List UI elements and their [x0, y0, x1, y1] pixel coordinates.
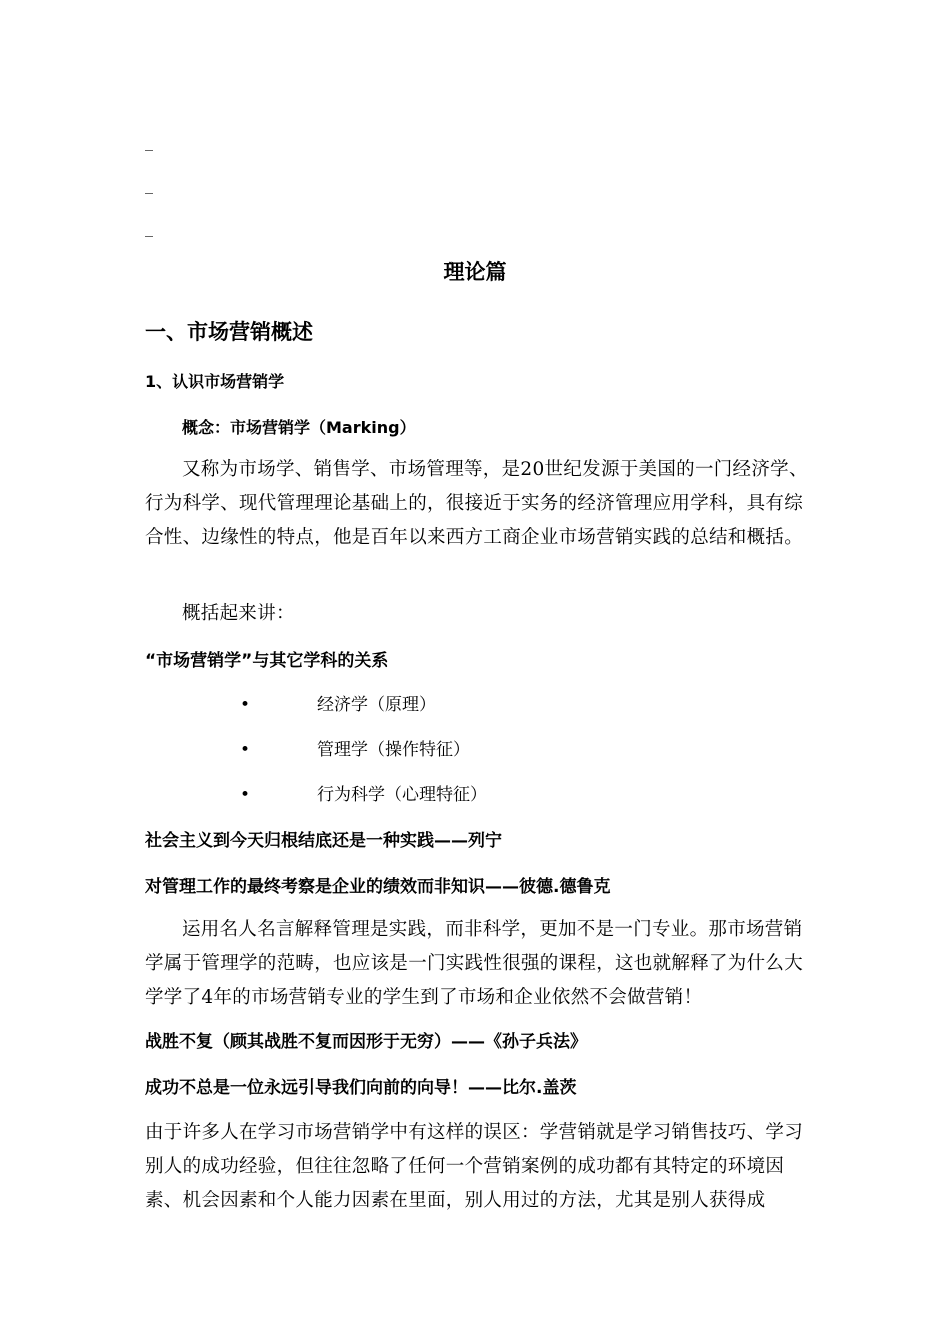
quote-gates: 成功不总是一位永远引导我们向前的向导！——比尔.盖茨 [145, 1078, 577, 1098]
dash-mark: _ [145, 175, 153, 194]
subsection-heading: 1、认识市场营销学 [145, 372, 285, 391]
page-title: 理论篇 [443, 260, 507, 284]
list-item-label: 经济学（原理） [317, 695, 436, 715]
quote-lenin: 社会主义到今天归根结底还是一种实践——列宁 [145, 831, 502, 851]
relation-heading: “市场营销学”与其它学科的关系 [145, 651, 389, 671]
concept-line: 概念：市场营销学（Marking） [182, 418, 416, 437]
dash-mark: _ [145, 218, 153, 237]
paragraph-practice: 运用名人名言解释管理是实践，而非科学，更加不是一门专业。那市场营销学属于管理学的范畴，也应该是一门实践性很强的课程，这也就解释了为什么大学学了4年的市场营销专业的学生到了市场和企业依然不会做营销！ [145, 919, 804, 1008]
bullet-icon: • [240, 740, 251, 760]
bullet-icon: • [240, 785, 251, 805]
summary-line: 概括起来讲： [182, 603, 295, 624]
section-heading: 一、市场营销概述 [145, 320, 313, 344]
quote-drucker: 对管理工作的最终考察是企业的绩效而非知识——彼德.德鲁克 [145, 877, 611, 897]
quote-sunzi: 战胜不复（顾其战胜不复而因形于无穷）——《孙子兵法》 [145, 1032, 587, 1052]
list-item-label: 管理学（操作特征） [317, 740, 470, 760]
paragraph-misconception: 由于许多人在学习市场营销学中有这样的误区：学营销就是学习销售技巧、学习别人的成功经验，但往往忽略了任何一个营销案例的成功都有其特定的环境因素、机会因素和个人能力因素在里面，别人用过的方法，尤其是别人获得成 [145, 1122, 804, 1211]
paragraph-definition: 又称为市场学、销售学、市场管理等，是20世纪发源于美国的一门经济学、行为科学、现代管理理论基础上的，很接近于实务的经济管理应用学科，具有综合性、边缘性的特点，他是百年以来西方工商企业市场营销实践的总结和概括。 [145, 459, 808, 548]
dash-mark: _ [145, 132, 153, 151]
list-item-label: 行为科学（心理特征） [317, 785, 487, 805]
bullet-icon: • [240, 695, 251, 715]
